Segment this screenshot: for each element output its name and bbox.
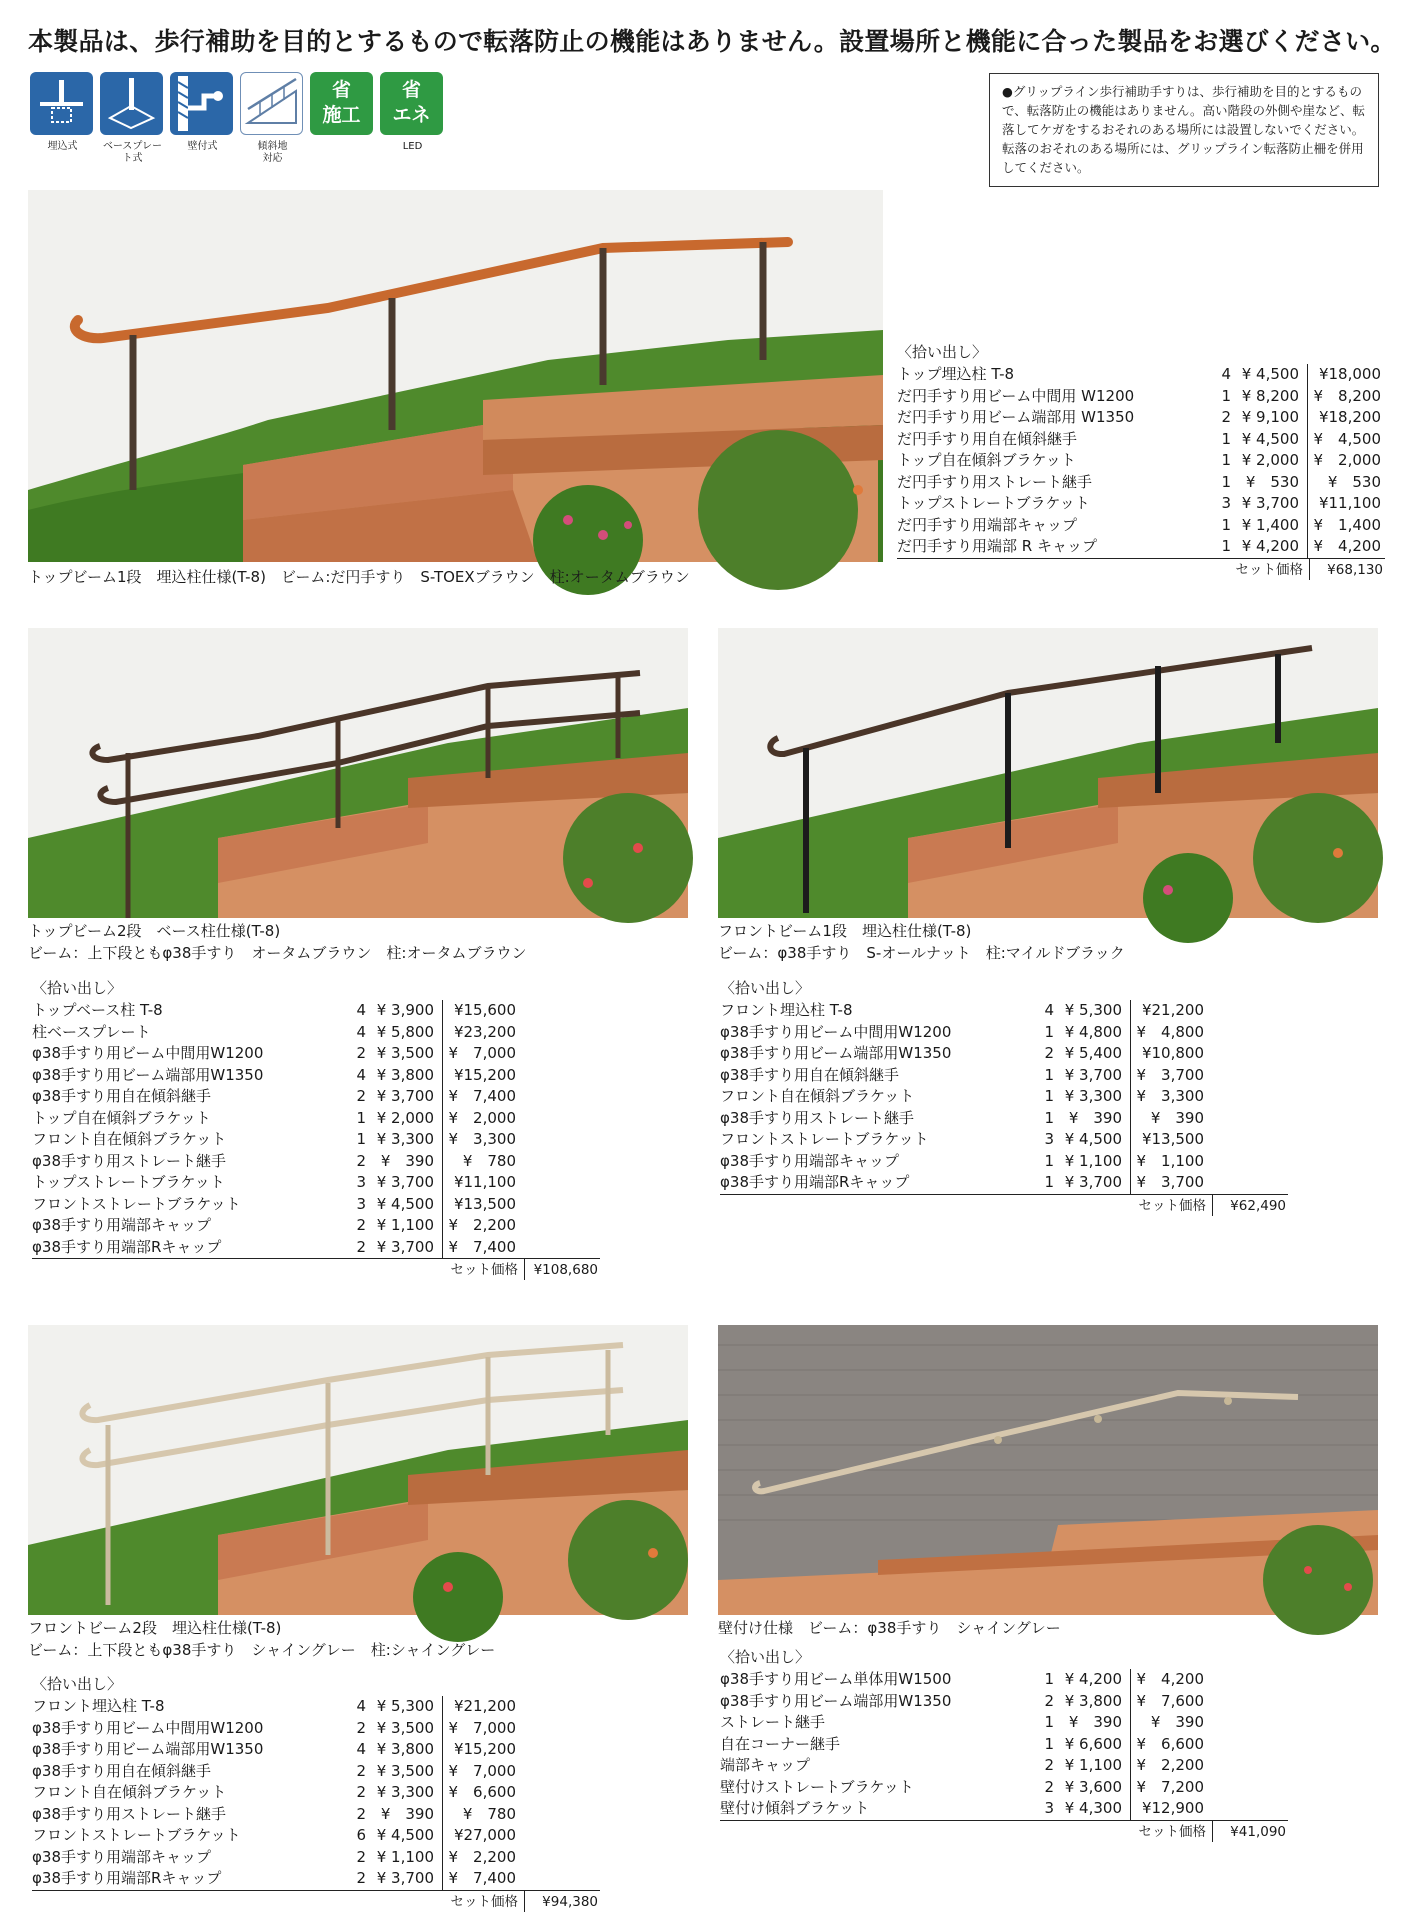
part-total-price: ¥13,500: [1130, 1129, 1206, 1151]
parts-row: [32, 1782, 600, 1804]
parts-row: [897, 472, 1385, 494]
part-total-price: ¥13,500: [442, 1194, 518, 1216]
set-price-row: [720, 1820, 1288, 1842]
parts-row: [32, 1847, 600, 1869]
caption-line: ビーム：φ38手すり S-オールナット 柱:マイルドブラック: [718, 944, 1125, 962]
part-qty: 1: [1044, 1670, 1054, 1688]
part-qty: 1: [1044, 1734, 1054, 1753]
parts-row: [32, 1086, 600, 1108]
caption-line: フロントビーム2段 埋込柱仕様(T-8): [28, 1619, 282, 1637]
labor-saving-badge: [310, 72, 373, 135]
part-name: フロント自在傾斜ブラケット: [32, 1130, 227, 1148]
part-qty: 1: [356, 1130, 366, 1148]
feature-icons: [30, 72, 445, 165]
part-total-price: ¥10,800: [1130, 1043, 1206, 1065]
part-name: φ38手すり用ビーム端部用W1350: [720, 1691, 952, 1710]
part-qty: 3: [1221, 494, 1231, 512]
part-name: 自在コーナー継手: [720, 1734, 841, 1753]
part-total-price: ¥15,200: [442, 1739, 518, 1761]
part-qty: 2: [1044, 1044, 1054, 1062]
part-name: トップベース柱 T-8: [32, 1001, 163, 1019]
set-price-total: ¥41,090: [1212, 1821, 1288, 1842]
parts-row: [720, 1086, 1288, 1108]
part-name: φ38手すり用端部Rキャップ: [720, 1173, 910, 1191]
parts-row: [720, 1669, 1288, 1691]
part-qty: 1: [1044, 1087, 1054, 1105]
parts-row: [720, 1691, 1288, 1713]
part-qty: 3: [1044, 1799, 1054, 1817]
parts-row: [897, 429, 1385, 451]
part-name: φ38手すり用端部キャップ: [32, 1216, 211, 1234]
parts-row: [720, 1151, 1288, 1173]
part-qty: 1: [356, 1108, 366, 1127]
part-unit-price: ¥ 5,800: [376, 1022, 434, 1041]
part-total-price: ¥ 7,000: [442, 1718, 518, 1740]
parts-row: [32, 1065, 600, 1087]
part-name: トップストレートブラケット: [32, 1173, 225, 1191]
section-4-caption: [28, 1617, 495, 1661]
part-unit-price: ¥ 3,600: [1064, 1777, 1122, 1796]
part-name: φ38手すり用ストレート継手: [32, 1804, 226, 1823]
parts-row: [32, 1215, 600, 1237]
part-name: φ38手すり用端部Rキャップ: [32, 1869, 222, 1887]
parts-row: [897, 407, 1385, 429]
part-name: φ38手すり用ビーム単体用W1500: [720, 1670, 952, 1688]
part-unit-price: ¥ 3,700: [376, 1173, 434, 1191]
part-unit-price: ¥ 1,100: [1064, 1756, 1122, 1774]
part-unit-price: ¥ 390: [1068, 1108, 1122, 1127]
part-unit-price: ¥ 4,500: [376, 1826, 434, 1844]
caption-line: フロントビーム1段 埋込柱仕様(T-8): [718, 922, 972, 940]
part-name: だ円手すり用自在傾斜継手: [897, 429, 1078, 448]
part-qty: 1: [1221, 515, 1231, 534]
part-qty: 4: [356, 1697, 366, 1715]
part-unit-price: ¥ 2,000: [376, 1108, 434, 1127]
parts-row: [32, 1172, 600, 1194]
part-unit-price: ¥ 4,500: [1241, 429, 1299, 448]
set-price-label: セット価格: [1138, 1823, 1206, 1840]
part-name: フロント自在傾斜ブラケット: [32, 1783, 227, 1801]
part-total-price: ¥ 3,300: [1130, 1086, 1206, 1108]
part-name: トップストレートブラケット: [897, 494, 1090, 512]
product-photo-2: [28, 628, 688, 918]
warning-header: 本製品は、歩行補助を目的とするもので転落防止の機能はありません。設置場所と機能に合った製品をお選びください。: [28, 27, 1396, 56]
part-total-price: ¥ 2,200: [442, 1847, 518, 1869]
part-qty: 2: [356, 1087, 366, 1105]
feature-embedded: [30, 72, 95, 165]
part-name: φ38手すり用端部Rキャップ: [32, 1237, 222, 1256]
part-total-price: ¥ 2,200: [1130, 1755, 1206, 1777]
feature-slope: [240, 72, 305, 165]
set-price-row: [897, 558, 1385, 580]
part-unit-price: ¥ 5,400: [1064, 1044, 1122, 1062]
section-3-caption: [718, 920, 1125, 964]
part-total-price: ¥ 7,400: [442, 1868, 518, 1890]
parts-table-1: [897, 342, 1385, 580]
section-5-caption: 壁付け仕様 ビーム：φ38手すり シャイングレー: [718, 1619, 1061, 1637]
part-name: フロント埋込柱 T-8: [720, 1001, 853, 1019]
part-qty: 4: [1044, 1001, 1054, 1019]
part-total-price: ¥ 7,200: [1130, 1777, 1206, 1799]
parts-row: [720, 1734, 1288, 1756]
set-price-label: セット価格: [1235, 561, 1303, 578]
part-total-price: ¥ 2,000: [1307, 450, 1383, 472]
part-name: φ38手すり用ビーム中間用W1200: [32, 1044, 264, 1062]
feature-base-plate: [100, 72, 165, 165]
parts-row: [897, 493, 1385, 515]
parts-row: [32, 1194, 600, 1216]
part-total-price: ¥ 7,400: [442, 1086, 518, 1108]
icon-label: LED: [402, 141, 423, 152]
part-total-price: ¥11,100: [442, 1172, 518, 1194]
parts-row: [897, 515, 1385, 537]
part-name: φ38手すり用ビーム中間用W1200: [32, 1718, 264, 1737]
part-qty: 1: [1221, 429, 1231, 448]
parts-table-5: [720, 1647, 1288, 1842]
part-name: φ38手すり用ビーム端部用W1350: [720, 1044, 952, 1062]
badge-text-top: 省: [331, 79, 351, 101]
parts-row: [32, 1868, 600, 1890]
part-total-price: ¥15,200: [442, 1065, 518, 1087]
part-qty: 2: [356, 1718, 366, 1737]
parts-row: [897, 536, 1385, 558]
part-unit-price: ¥ 1,100: [376, 1216, 434, 1234]
part-unit-price: ¥ 2,000: [1241, 451, 1299, 469]
part-name: だ円手すり用端部 R キャップ: [897, 537, 1097, 555]
part-qty: 6: [356, 1826, 366, 1844]
part-total-price: ¥ 2,000: [442, 1108, 518, 1130]
part-unit-price: ¥ 3,300: [376, 1130, 434, 1148]
part-total-price: ¥15,600: [442, 1000, 518, 1022]
parts-row: [720, 1022, 1288, 1044]
parts-table-4: [32, 1674, 600, 1912]
part-unit-price: ¥ 3,700: [1064, 1173, 1122, 1191]
parts-title: 〈拾い出し〉: [720, 1648, 811, 1666]
part-unit-price: ¥ 6,600: [1064, 1734, 1122, 1753]
part-total-price: ¥18,000: [1307, 364, 1383, 386]
part-qty: 2: [356, 1869, 366, 1887]
part-total-price: ¥11,100: [1307, 493, 1383, 515]
parts-row: [720, 1129, 1288, 1151]
part-name: フロント自在傾斜ブラケット: [720, 1087, 915, 1105]
part-total-price: ¥23,200: [442, 1022, 518, 1044]
parts-row: [32, 1151, 600, 1173]
part-total-price: ¥ 2,200: [442, 1215, 518, 1237]
part-qty: 1: [1221, 386, 1231, 405]
part-name: だ円手すり用端部キャップ: [897, 515, 1078, 534]
part-unit-price: ¥ 3,900: [376, 1001, 434, 1019]
part-total-price: ¥ 4,200: [1130, 1669, 1206, 1691]
part-total-price: ¥27,000: [442, 1825, 518, 1847]
part-qty: 1: [1221, 537, 1231, 555]
part-total-price: ¥ 8,200: [1307, 386, 1383, 408]
part-name: φ38手すり用自在傾斜継手: [720, 1065, 899, 1084]
parts-row: [720, 1712, 1288, 1734]
part-unit-price: ¥ 530: [1245, 472, 1299, 491]
part-name: だ円手すり用ビーム端部用 W1350: [897, 408, 1135, 426]
part-qty: 2: [356, 1044, 366, 1062]
part-qty: 2: [356, 1237, 366, 1256]
part-total-price: ¥ 780: [442, 1151, 518, 1173]
parts-row: [32, 1718, 600, 1740]
parts-row: [32, 1108, 600, 1130]
part-total-price: ¥ 530: [1307, 472, 1383, 494]
parts-row: [32, 1022, 600, 1044]
part-qty: 2: [356, 1847, 366, 1866]
part-name: φ38手すり用ストレート継手: [720, 1108, 914, 1127]
part-unit-price: ¥ 5,300: [376, 1697, 434, 1715]
base-plate-icon: [100, 72, 163, 135]
parts-table-3: [720, 978, 1288, 1216]
parts-title: 〈拾い出し〉: [32, 1675, 123, 1693]
part-total-price: ¥ 7,600: [1130, 1691, 1206, 1713]
part-total-price: ¥ 4,200: [1307, 536, 1383, 558]
part-unit-price: ¥ 1,400: [1241, 515, 1299, 534]
set-price-row: [32, 1258, 600, 1280]
embedded-post-icon: [30, 72, 93, 135]
part-name: 壁付け傾斜ブラケット: [720, 1799, 870, 1817]
part-qty: 2: [1044, 1756, 1054, 1774]
part-unit-price: ¥ 9,100: [1241, 408, 1299, 426]
part-unit-price: ¥ 3,800: [376, 1065, 434, 1084]
part-total-price: ¥ 1,400: [1307, 515, 1383, 537]
part-unit-price: ¥ 5,300: [1064, 1001, 1122, 1019]
parts-row: [32, 1804, 600, 1826]
parts-row: [32, 1825, 600, 1847]
set-price-label: セット価格: [450, 1893, 518, 1910]
part-unit-price: ¥ 3,800: [376, 1740, 434, 1758]
parts-row: [32, 1129, 600, 1151]
product-photo-4: [28, 1325, 688, 1615]
part-total-price: ¥ 390: [1130, 1712, 1206, 1734]
part-total-price: ¥ 780: [442, 1804, 518, 1826]
part-unit-price: ¥ 4,500: [1064, 1130, 1122, 1148]
part-unit-price: ¥ 3,300: [376, 1783, 434, 1801]
caption-line: トップビーム2段 ベース柱仕様(T-8): [28, 922, 281, 940]
part-total-price: ¥ 4,500: [1307, 429, 1383, 451]
part-name: トップ埋込柱 T-8: [897, 365, 1015, 383]
set-price-total: ¥62,490: [1212, 1195, 1288, 1216]
parts-row: [897, 450, 1385, 472]
part-qty: 1: [1044, 1151, 1054, 1170]
part-name: 端部キャップ: [720, 1756, 811, 1774]
part-unit-price: ¥ 4,800: [1064, 1022, 1122, 1041]
part-total-price: ¥ 6,600: [1130, 1734, 1206, 1756]
part-qty: 1: [1044, 1713, 1054, 1731]
parts-row: [720, 1065, 1288, 1087]
part-qty: 4: [356, 1065, 366, 1084]
parts-row: [720, 1172, 1288, 1194]
part-qty: 2: [356, 1804, 366, 1823]
part-name: φ38手すり用自在傾斜継手: [32, 1761, 211, 1780]
feature-energy-saving: [380, 72, 445, 165]
part-unit-price: ¥ 4,300: [1064, 1799, 1122, 1817]
part-total-price: ¥ 7,000: [442, 1761, 518, 1783]
part-total-price: ¥ 3,300: [442, 1129, 518, 1151]
part-total-price: ¥21,200: [1130, 1000, 1206, 1022]
part-total-price: ¥ 6,600: [442, 1782, 518, 1804]
parts-row: [32, 1739, 600, 1761]
product-photo-1: [28, 190, 883, 562]
set-price-total: ¥94,380: [524, 1891, 600, 1912]
part-unit-price: ¥ 4,200: [1064, 1670, 1122, 1688]
energy-saving-badge: [380, 72, 443, 135]
part-name: ストレート継手: [720, 1713, 826, 1731]
part-qty: 1: [1221, 451, 1231, 469]
part-unit-price: ¥ 3,700: [1241, 494, 1299, 512]
part-unit-price: ¥ 1,100: [376, 1847, 434, 1866]
part-qty: 3: [1044, 1130, 1054, 1148]
parts-row: [32, 1000, 600, 1022]
part-total-price: ¥ 7,000: [442, 1043, 518, 1065]
part-total-price: ¥18,200: [1307, 407, 1383, 429]
parts-row: [720, 1000, 1288, 1022]
section-1-caption: トップビーム1段 埋込柱仕様(T-8) ビーム:だ円手すり S-TOEXブラウン 柱:オータムブラウン: [28, 568, 690, 586]
parts-row: [32, 1237, 600, 1259]
part-total-price: ¥ 7,400: [442, 1237, 518, 1259]
part-name: φ38手すり用ビーム端部用W1350: [32, 1065, 264, 1084]
part-qty: 2: [356, 1216, 366, 1234]
parts-row: [720, 1777, 1288, 1799]
parts-table-2: [32, 978, 600, 1280]
part-unit-price: ¥ 4,500: [376, 1194, 434, 1213]
parts-title: 〈拾い出し〉: [32, 979, 123, 997]
part-qty: 4: [356, 1022, 366, 1041]
part-name: φ38手すり用ストレート継手: [32, 1151, 226, 1170]
caption-line: ビーム：上下段ともφ38手すり オータムブラウン 柱:オータムブラウン: [28, 944, 527, 962]
part-unit-price: ¥ 3,500: [376, 1044, 434, 1062]
part-name: だ円手すり用ビーム中間用 W1200: [897, 386, 1135, 405]
safety-notice: ●グリップライン歩行補助手すりは、歩行補助を目的とするもので、転落防止の機能はありません。高い階段の外側や崖など、転落してケガをするおそれのある場所には設置しないでください。転落のおそれのある場所には、グリップライン転落防止柵を併用してください。: [989, 73, 1379, 187]
icon-label: 傾斜地 対応: [257, 141, 288, 164]
parts-row: [897, 364, 1385, 386]
part-name: 柱ベースプレート: [32, 1022, 151, 1041]
part-qty: 1: [1221, 472, 1231, 491]
caption-line: ビーム：上下段ともφ38手すり シャイングレー 柱:シャイングレー: [28, 1641, 496, 1659]
part-name: φ38手すり用自在傾斜継手: [32, 1087, 211, 1105]
part-qty: 3: [356, 1194, 366, 1213]
part-total-price: ¥ 1,100: [1130, 1151, 1206, 1173]
badge-text-bottom: 施工: [322, 104, 361, 126]
parts-row: [720, 1108, 1288, 1130]
part-qty: 2: [1044, 1777, 1054, 1796]
part-qty: 4: [1221, 365, 1231, 383]
set-price-total: ¥68,130: [1309, 559, 1385, 580]
part-unit-price: ¥ 8,200: [1241, 386, 1299, 405]
set-price-label: セット価格: [450, 1262, 518, 1278]
part-name: だ円手すり用ストレート継手: [897, 472, 1093, 491]
part-name: 壁付けストレートブラケット: [720, 1777, 914, 1796]
badge-text-bottom: エネ: [392, 104, 431, 126]
part-qty: 1: [1044, 1065, 1054, 1084]
part-name: φ38手すり用ビーム中間用W1200: [720, 1022, 952, 1041]
part-unit-price: ¥ 390: [1068, 1713, 1122, 1731]
part-total-price: ¥ 3,700: [1130, 1172, 1206, 1194]
part-name: フロント埋込柱 T-8: [32, 1697, 165, 1715]
part-total-price: ¥21,200: [442, 1696, 518, 1718]
part-name: フロントストレートブラケット: [32, 1194, 241, 1213]
part-unit-price: ¥ 3,700: [1064, 1065, 1122, 1084]
product-photo-3: [718, 628, 1378, 918]
set-price-label: セット価格: [1138, 1197, 1206, 1214]
part-unit-price: ¥ 3,800: [1064, 1691, 1122, 1710]
part-unit-price: ¥ 3,500: [376, 1761, 434, 1780]
set-price-row: [32, 1890, 600, 1912]
part-qty: 2: [356, 1151, 366, 1170]
set-price-row: [720, 1194, 1288, 1216]
part-name: フロントストレートブラケット: [720, 1130, 929, 1148]
part-unit-price: ¥ 3,700: [376, 1869, 434, 1887]
part-name: トップ自在傾斜ブラケット: [32, 1108, 211, 1127]
icon-label: ベースプレート式: [102, 141, 163, 164]
part-unit-price: ¥ 4,500: [1241, 365, 1299, 383]
parts-row: [32, 1761, 600, 1783]
part-qty: 1: [1044, 1022, 1054, 1041]
part-unit-price: ¥ 3,300: [1064, 1087, 1122, 1105]
part-qty: 4: [356, 1001, 366, 1019]
part-unit-price: ¥ 390: [380, 1151, 434, 1170]
part-total-price: ¥ 390: [1130, 1108, 1206, 1130]
parts-title: 〈拾い出し〉: [897, 343, 988, 361]
part-name: トップ自在傾斜ブラケット: [897, 451, 1076, 469]
part-total-price: ¥12,900: [1130, 1798, 1206, 1820]
part-name: φ38手すり用ビーム端部用W1350: [32, 1740, 264, 1758]
slope-icon: [240, 72, 303, 135]
parts-row: [897, 386, 1385, 408]
icon-label: 壁付式: [187, 141, 218, 152]
parts-row: [720, 1798, 1288, 1820]
part-unit-price: ¥ 4,200: [1241, 537, 1299, 555]
part-total-price: ¥ 4,800: [1130, 1022, 1206, 1044]
parts-row: [32, 1696, 600, 1718]
part-name: φ38手すり用端部キャップ: [720, 1151, 899, 1170]
parts-title: 〈拾い出し〉: [720, 979, 811, 997]
part-unit-price: ¥ 3,700: [376, 1087, 434, 1105]
part-total-price: ¥ 3,700: [1130, 1065, 1206, 1087]
part-qty: 2: [1044, 1691, 1054, 1710]
part-qty: 4: [356, 1740, 366, 1758]
part-qty: 2: [356, 1783, 366, 1801]
set-price-total: ¥108,680: [524, 1259, 600, 1280]
part-qty: 2: [1221, 408, 1231, 426]
icon-label: 埋込式: [47, 141, 78, 152]
part-name: φ38手すり用端部キャップ: [32, 1847, 211, 1866]
part-qty: 3: [356, 1173, 366, 1191]
parts-row: [720, 1755, 1288, 1777]
part-unit-price: ¥ 3,500: [376, 1718, 434, 1737]
wall-mount-icon: [170, 72, 233, 135]
part-unit-price: ¥ 1,100: [1064, 1151, 1122, 1170]
part-unit-price: ¥ 390: [380, 1804, 434, 1823]
part-qty: 1: [1044, 1108, 1054, 1127]
feature-wall-mount: [170, 72, 235, 165]
badge-text-top: 省: [401, 79, 421, 101]
part-qty: 2: [356, 1761, 366, 1780]
parts-row: [32, 1043, 600, 1065]
part-qty: 1: [1044, 1173, 1054, 1191]
section-2-caption: [28, 920, 526, 964]
product-photo-5: [718, 1325, 1378, 1615]
feature-labor-saving: [310, 72, 375, 165]
part-name: フロントストレートブラケット: [32, 1826, 241, 1844]
part-unit-price: ¥ 3,700: [376, 1237, 434, 1256]
parts-row: [720, 1043, 1288, 1065]
